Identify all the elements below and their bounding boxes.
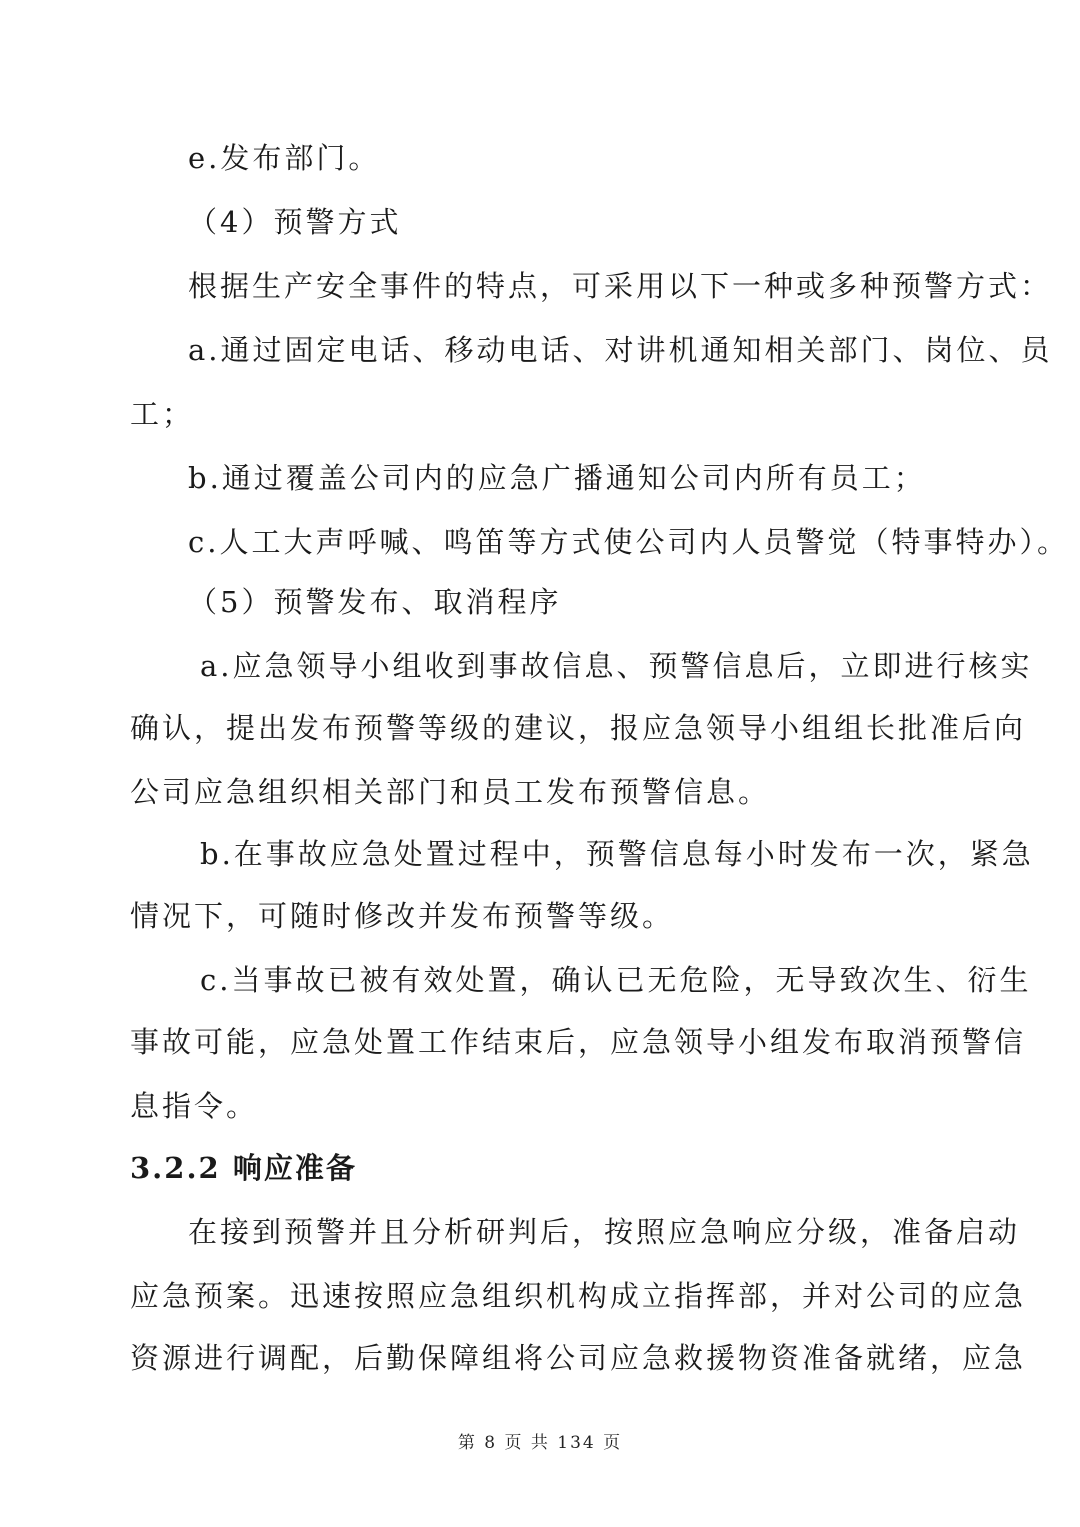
text-line-response-2: 应急预案。迅速按照应急组织机构成立指挥部，并对公司的应急 bbox=[130, 1279, 1027, 1313]
text-line-procedure-b-cont: 情况下，可随时修改并发布预警等级。 bbox=[130, 899, 675, 933]
text-line-response-1: 在接到预警并且分析研判后，按照应急响应分级，准备启动 bbox=[188, 1215, 1021, 1249]
text-line-procedure-b: b.在事故应急处置过程中，预警信息每小时发布一次，紧急 bbox=[200, 837, 1034, 871]
page-footer: 第 8 页 共 134 页 bbox=[457, 1433, 623, 1453]
text-line-warning-intro: 根据生产安全事件的特点，可采用以下一种或多种预警方式： bbox=[188, 269, 1053, 303]
text-line-procedure-a-cont2: 公司应急组织相关部门和员工发布预警信息。 bbox=[130, 775, 771, 809]
text-line-item-b: b.通过覆盖公司内的应急广播通知公司内所有员工； bbox=[188, 461, 926, 495]
section-heading-response-preparation: 3.2.2 响应准备 bbox=[130, 1151, 357, 1185]
text-line-item-c: c.人工大声呼喊、鸣笛等方式使公司内人员警觉（特事特办）。 bbox=[188, 525, 1069, 559]
subheading-warning-procedure: （5）预警发布、取消程序 bbox=[188, 585, 562, 619]
text-line-item-a-cont: 工； bbox=[130, 397, 195, 431]
text-line-procedure-c: c.当事故已被有效处置，确认已无危险，无导致次生、衍生 bbox=[200, 963, 1032, 997]
text-line-procedure-a: a.应急领导小组收到事故信息、预警信息后，立即进行核实 bbox=[200, 649, 1033, 683]
text-line-publish-department: e.发布部门。 bbox=[188, 141, 381, 175]
subheading-warning-method: （4）预警方式 bbox=[188, 205, 402, 239]
text-line-procedure-a-cont1: 确认，提出发布预警等级的建议，报应急领导小组组长批准后向 bbox=[130, 711, 1027, 745]
text-line-response-3: 资源进行调配，后勤保障组将公司应急救援物资准备就绪，应急 bbox=[130, 1341, 1027, 1375]
text-line-item-a: a.通过固定电话、移动电话、对讲机通知相关部门、岗位、员 bbox=[188, 333, 1053, 367]
text-line-procedure-c-cont2: 息指令。 bbox=[130, 1089, 259, 1123]
text-line-procedure-c-cont1: 事故可能，应急处置工作结束后，应急领导小组发布取消预警信 bbox=[130, 1025, 1027, 1059]
